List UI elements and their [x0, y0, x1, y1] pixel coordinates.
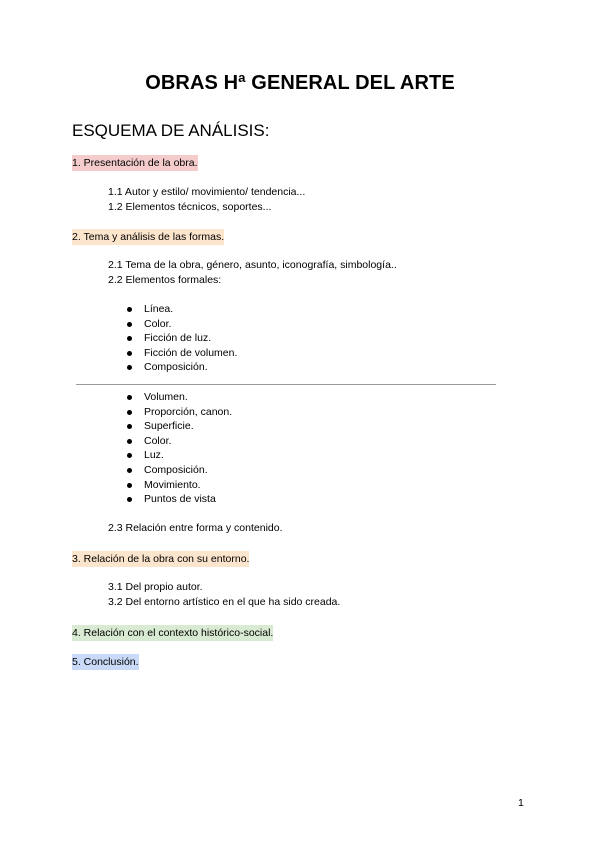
list-item: Superficie.	[126, 419, 232, 434]
bullet-icon	[127, 365, 132, 370]
bullet-icon	[127, 307, 132, 312]
section-3-item-1: 3.1 Del propio autor.	[108, 581, 203, 593]
horizontal-divider	[76, 384, 496, 385]
bullet-icon	[127, 322, 132, 327]
section-2-heading: 2. Tema y análisis de las formas.	[72, 231, 225, 243]
page-title: OBRAS Hª GENERAL DEL ARTE	[145, 72, 455, 94]
list-item: Puntos de vista	[126, 492, 232, 507]
bullet-icon	[127, 497, 132, 502]
section-1-item-2: 1.2 Elementos técnicos, soportes...	[108, 201, 272, 213]
section-1-item-1: 1.1 Autor y estilo/ movimiento/ tendencia...	[108, 186, 306, 198]
page-number: 1	[518, 797, 524, 809]
list-item: Volumen.	[126, 390, 232, 405]
list-item: Proporción, canon.	[126, 405, 232, 420]
list-item: Línea.	[126, 302, 237, 317]
bullet-icon	[127, 424, 132, 429]
formal-elements-list-b	[126, 390, 232, 507]
section-5-heading: 5. Conclusión.	[72, 656, 139, 668]
list-item: Color.	[126, 434, 232, 449]
bullet-icon	[127, 453, 132, 458]
formal-elements-list-a	[126, 302, 237, 375]
list-item: Composición.	[126, 463, 232, 478]
analysis-scheme-heading: ESQUEMA DE ANÁLISIS:	[72, 121, 270, 140]
bullet-icon	[127, 410, 132, 415]
section-2-item-1: 2.1 Tema de la obra, género, asunto, iconografía, simbología..	[108, 259, 397, 271]
bullet-icon	[127, 483, 132, 488]
list-item: Color.	[126, 317, 237, 332]
list-item: Ficción de luz.	[126, 331, 237, 346]
bullet-icon	[127, 468, 132, 473]
bullet-icon	[127, 439, 132, 444]
list-item: Ficción de volumen.	[126, 346, 237, 361]
section-3-heading: 3. Relación de la obra con su entorno.	[72, 553, 250, 565]
list-item: Movimiento.	[126, 478, 232, 493]
list-item: Luz.	[126, 448, 232, 463]
section-1-heading: 1. Presentación de la obra.	[72, 157, 198, 169]
bullet-icon	[127, 395, 132, 400]
list-item: Composición.	[126, 360, 237, 375]
section-2-item-2: 2.2 Elementos formales:	[108, 274, 222, 286]
bullet-icon	[127, 351, 132, 356]
section-4-heading: 4. Relación con el contexto histórico-social.	[72, 627, 274, 639]
bullet-icon	[127, 336, 132, 341]
section-2-item-3: 2.3 Relación entre forma y contenido.	[108, 522, 283, 534]
section-3-item-2: 3.2 Del entorno artístico en el que ha sido creada.	[108, 596, 341, 608]
